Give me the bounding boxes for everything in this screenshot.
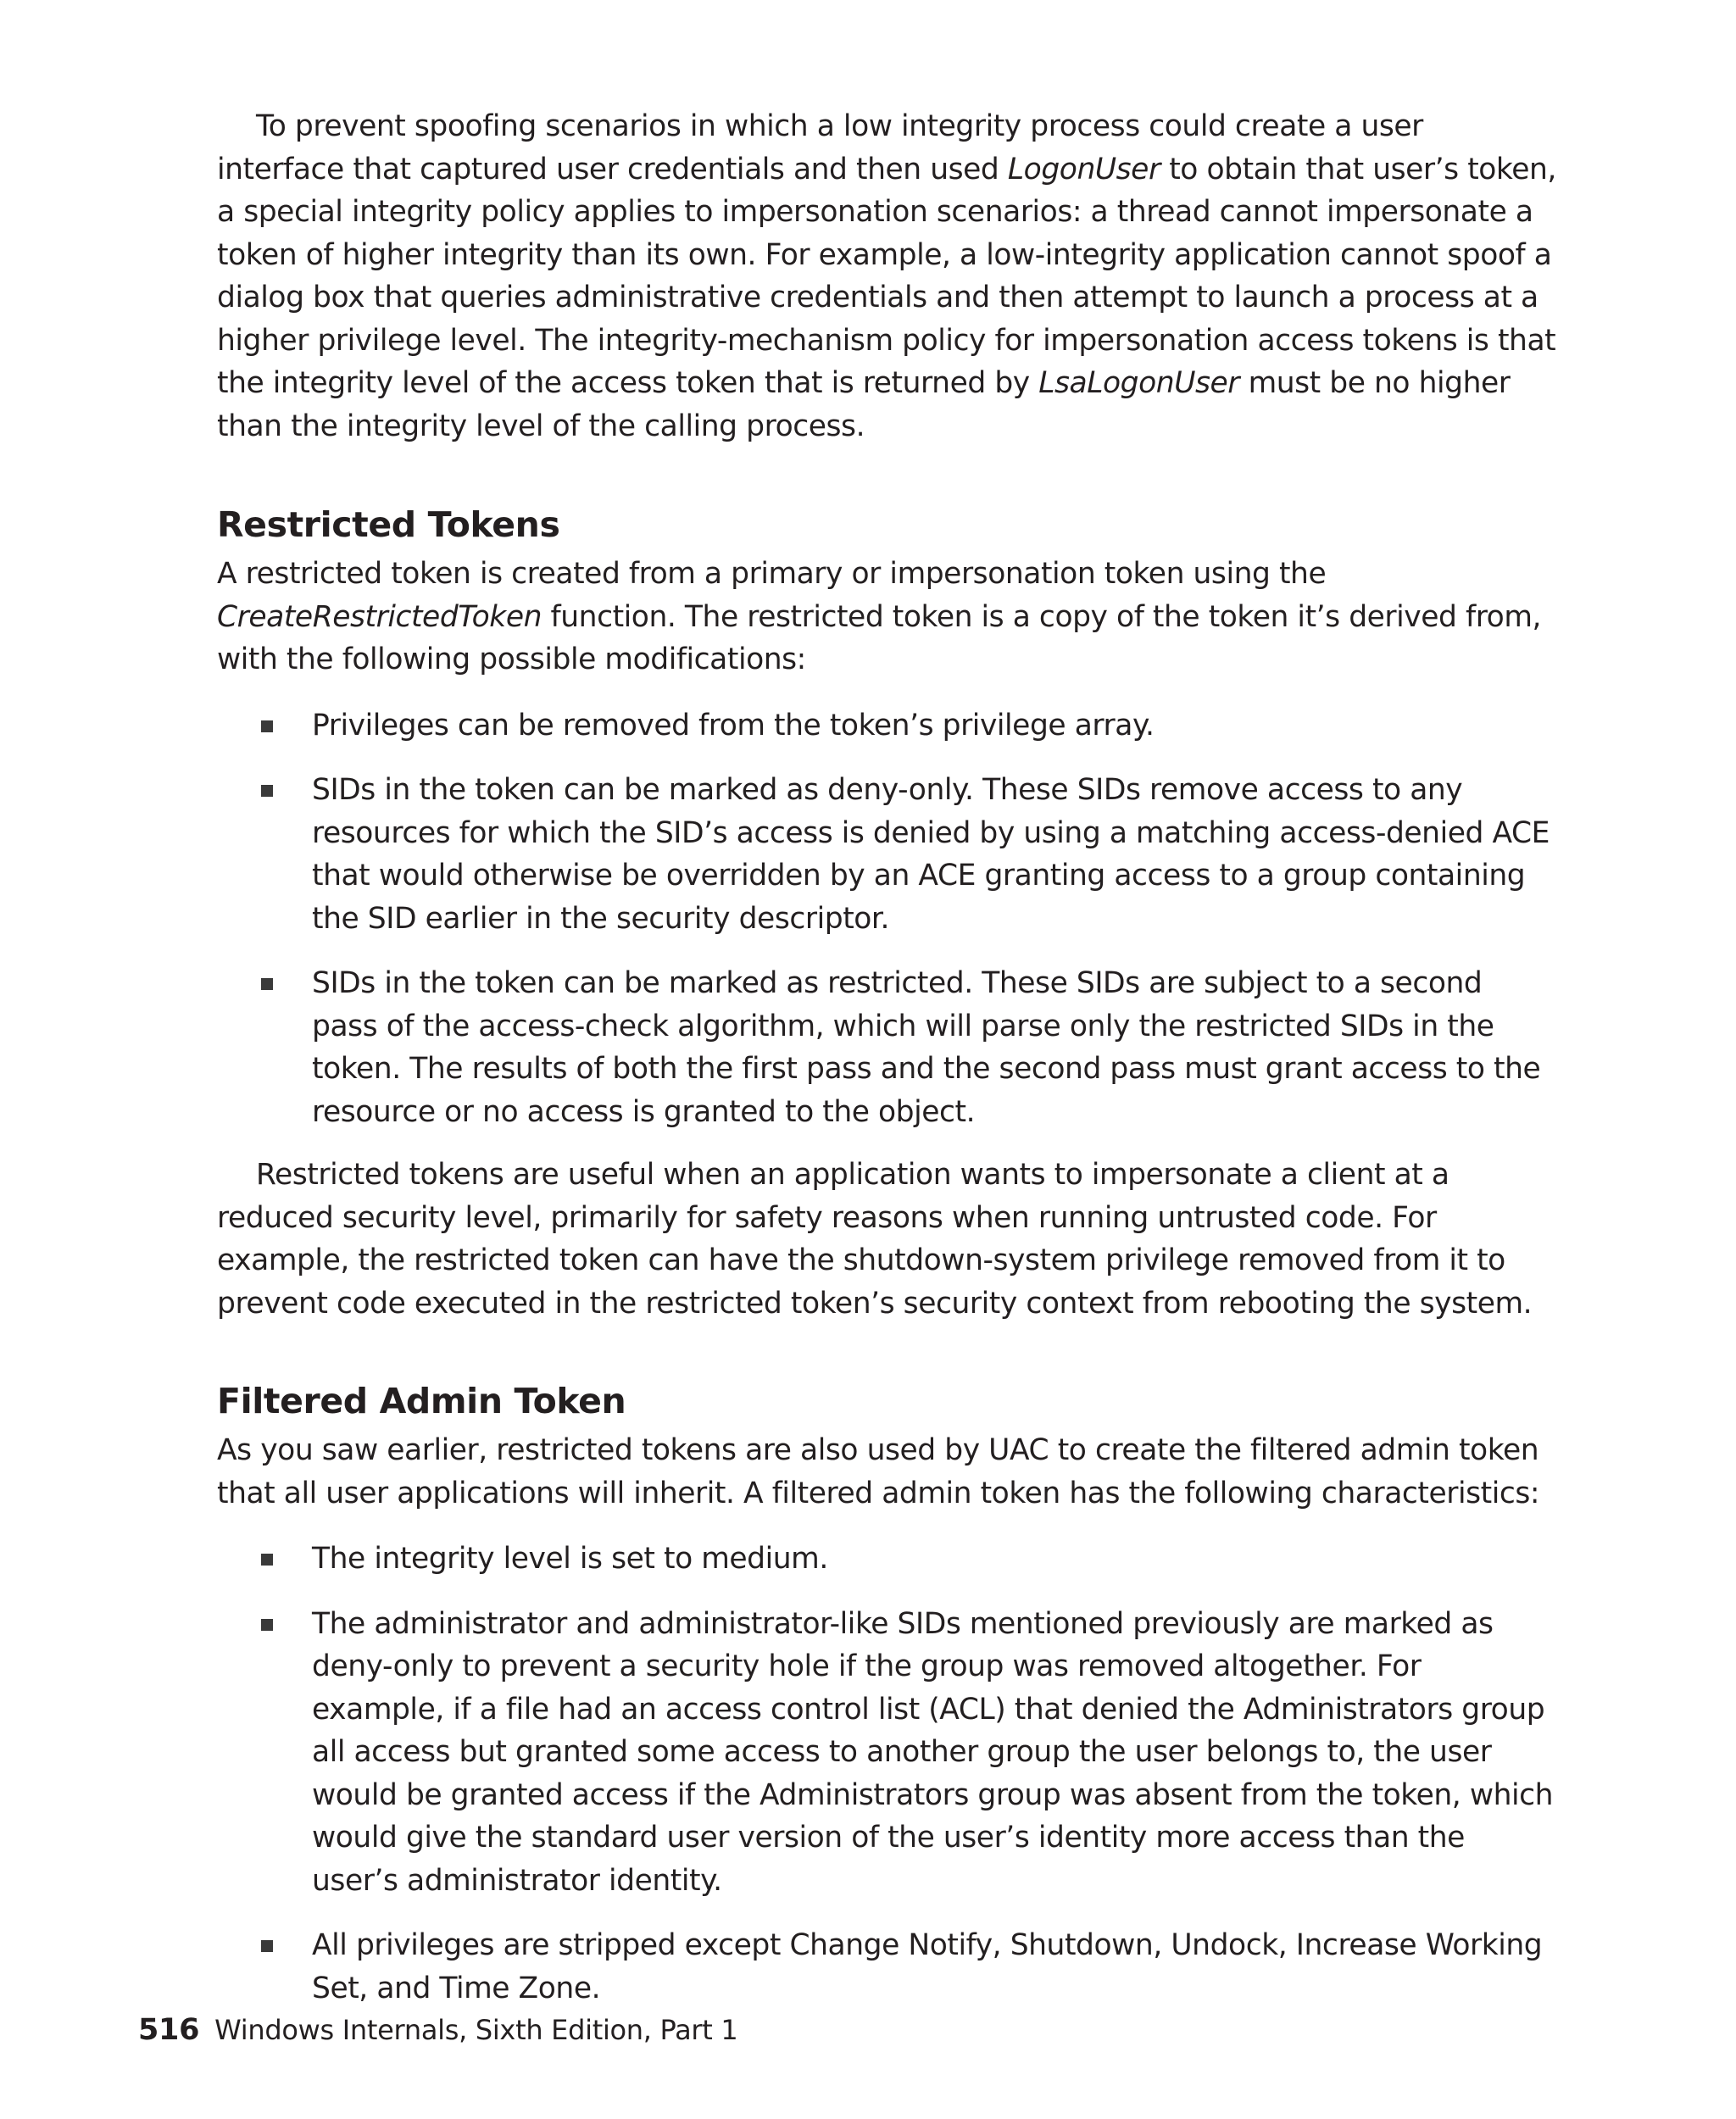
restricted-intro-paragraph — [217, 553, 1556, 681]
square-bullet-icon — [261, 1940, 273, 1952]
list-item — [217, 769, 1556, 940]
list-item-text: All privileges are stripped except Change Notify, Shutdown, Undock, Increase Working Set, and Time Zone. — [312, 1928, 1543, 2005]
lsalogonuser-function-name: LsaLogonUser — [1038, 366, 1240, 400]
restricted-usage-paragraph: Restricted tokens are useful when an application wants to impersonate a client at a reduced security level, primarily for safety reasons when running untrusted code. For example, the restricted token can have the shutdown-system privilege removed from it to prevent code executed in the restricted token’s security context from rebooting the system. — [217, 1158, 1533, 1321]
list-item-text: SIDs in the token can be marked as deny-only. These SIDs remove access to any resources for which the SID’s access is denied by using a matching access-denied ACE that would otherwise be overridden by an ACE granting access to a group containing the SID earlier in the security descriptor. — [312, 773, 1550, 936]
restricted-intro-text-1: A restricted token is created from a primary or impersonation token using the — [217, 557, 1327, 591]
intro-paragraph — [217, 105, 1556, 448]
restricted-intro-text-2: function. The restricted token is a copy of the token it’s derived from, with the following possible modifications: — [217, 599, 1542, 676]
list-item — [217, 962, 1556, 1133]
createrestrictedtoken-function-name: CreateRestrictedToken — [217, 599, 542, 634]
list-item-text: The administrator and administrator-like SIDs mentioned previously are marked as deny-only to prevent a security hole if the group was removed altogether. For example, if a file had an access control list (ACL) that denied the Administrators group all access but granted some access to another group the user belongs to, the user would be granted access if the Administrators group was absent from the token, which would give the standard user version of the user’s identity more access than the user’s administrator identity. — [312, 1606, 1554, 1898]
square-bullet-icon — [261, 720, 273, 732]
restricted-modifications-list — [217, 704, 1556, 1134]
filtered-characteristics-list — [217, 1538, 1556, 2010]
intro-text-1: To prevent spoofing scenarios in which a low integrity process could create a user interface that captured user credentials and then used — [217, 109, 1423, 186]
square-bullet-icon — [261, 1554, 273, 1566]
square-bullet-icon — [261, 1619, 273, 1631]
square-bullet-icon — [261, 978, 273, 990]
list-item-text: The integrity level is set to medium. — [312, 1542, 828, 1576]
section-heading-filtered-admin-token: Filtered Admin Token — [217, 1381, 626, 1421]
section-heading-restricted-tokens: Restricted Tokens — [217, 504, 560, 545]
square-bullet-icon — [261, 785, 273, 797]
list-item — [217, 1538, 1556, 1581]
book-title: Windows Internals, Sixth Edition, Part 1 — [214, 2014, 738, 2046]
list-item — [217, 1924, 1556, 2010]
page-number: 516 — [138, 2013, 200, 2047]
list-item — [217, 1603, 1556, 1903]
intro-text-3: must be no higher than the integrity level of the calling process. — [217, 366, 1511, 443]
filtered-intro-paragraph: As you saw earlier, restricted tokens are also used by UAC to create the filtered admin token that all user applications will inherit. A filtered admin token has the following characteristics: — [217, 1433, 1540, 1510]
page-body — [217, 105, 1556, 2032]
list-item-text: Privileges can be removed from the token’s privilege array. — [312, 708, 1155, 742]
logonuser-function-name: LogonUser — [1007, 152, 1160, 186]
list-item-text: SIDs in the token can be marked as restricted. These SIDs are subject to a second pass of the access-check algorithm, which will parse only the restricted SIDs in the token. The results of both the first pass and the second pass must grant access to the resource or no access is granted to the object. — [312, 966, 1541, 1129]
page-footer — [138, 2009, 737, 2051]
intro-text-2: to obtain that user’s token, a special integrity policy applies to impersonation scenarios: a thread cannot impersonate a token of higher integrity than its own. For example, a low-integrity application cannot spoof a dialog box that queries administrative credentials and then attempt to launch a process at a higher privilege level. The integrity-mechanism policy for impersonation access tokens is that the integrity level of the access token that is returned by — [217, 152, 1556, 400]
list-item — [217, 704, 1556, 748]
